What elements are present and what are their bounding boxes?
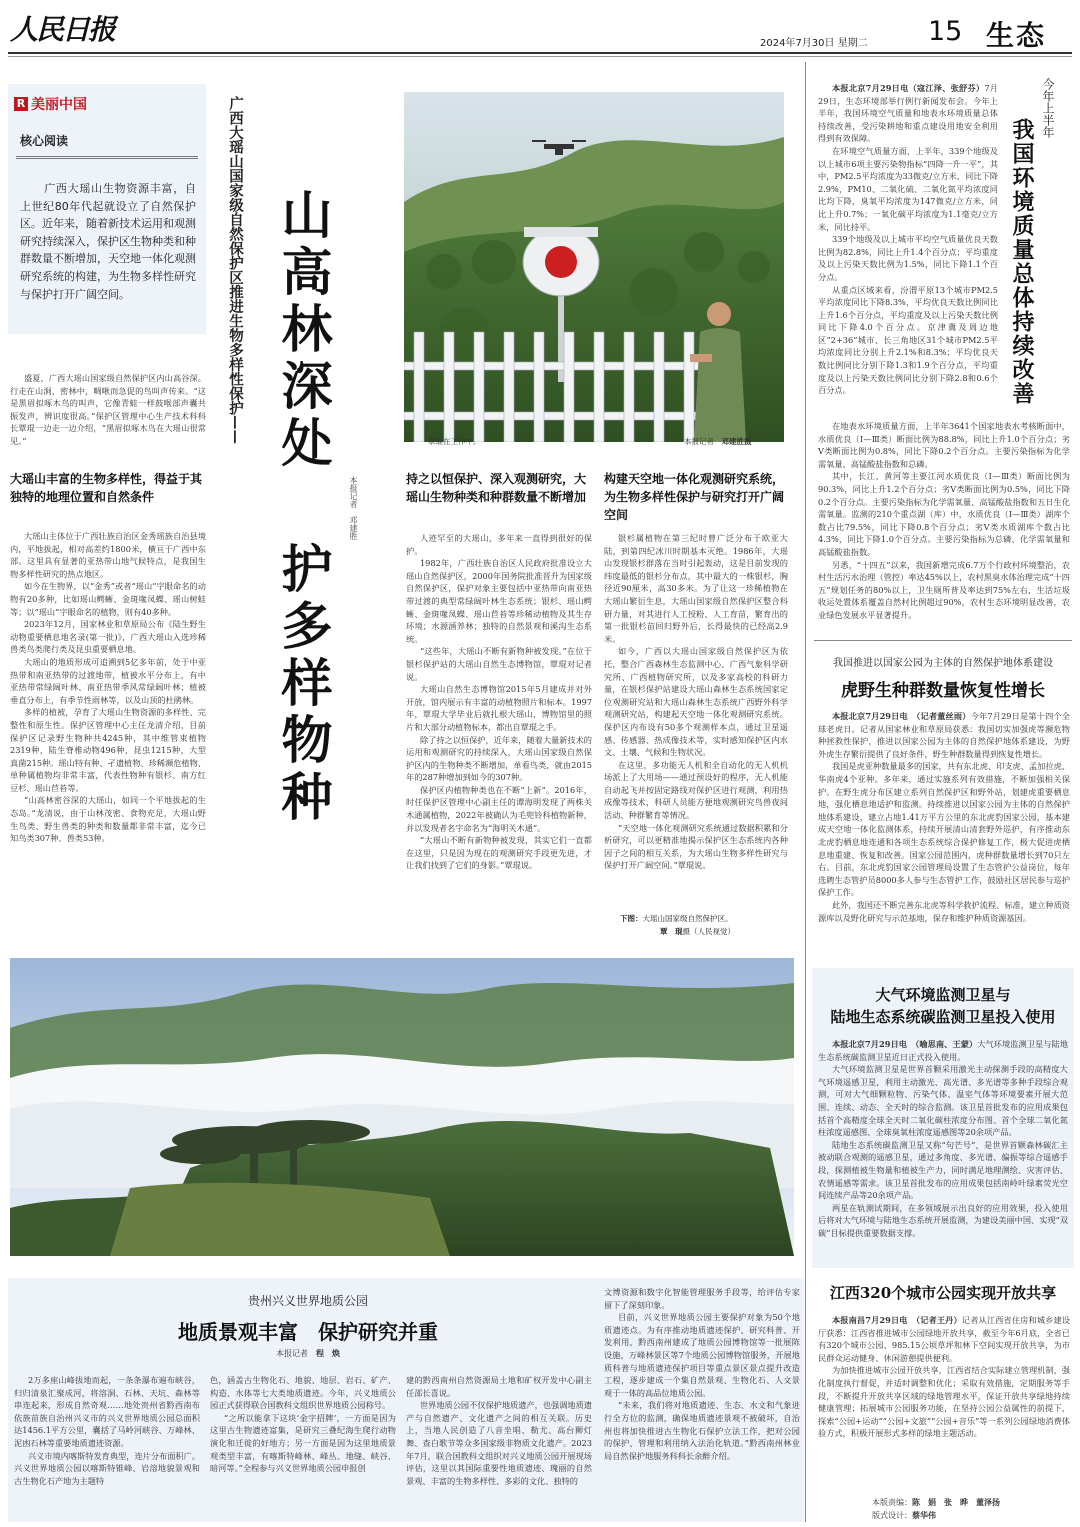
geo-kicker: 贵州兴义世界地质公园 <box>247 1294 368 1308</box>
mid-right-body: 银杉属植物在第三纪时曾广泛分布于欧亚大陆，到第四纪冰川时期基本灭绝。1986年，大瑶山发现银杉群落在当时引起轰动，这是目前发现的纬度最低的银杉分布点，其中最大的一株银杉，胸径近90厘米，高30多米。为了让这一珍稀植物在大瑶山繁衍生息，大瑶山国家级自然保护区整合科研力量，对其进行人工授粉、人工育苗，繁育出的第一批银杉苗回归野外后，长得最快的已经高2.9米。 如今，广西以大瑶山国家级自然保护区为依托，整合广西森林生态监测中心、广西气象科学研究所、广西植物研究所，以及多家高校的科研力量，在银杉保护站建设大瑶山森林生态系统国家定位观测研究站和大瑶山森林生态系统广西野外科学观测研究站，构建起天空地一体化观测研究系统。保护区内布设有50多个观测样本点，通过卫星遥感、传感器、热成像技术等，实时感知保护区内水文、土壤、气候和生物状况。 在这里，多功能无人机和全自动化的无人机机场派上了大用场——通过预设好的程序，无人机能自动起飞并按固定路线对保护区进行观测，利用热成像等技术，科研人员能方便地观测研究鸟兽夜间活动、种群繁育等情况。 “天空地一体化观测研究系统通过数据积累和分析研究，可以更精准地揭示保护区生态系统内各种因子之间的相互关系，为大瑶山生物多样性研究与保护打开广阔空间。”覃琨说。 <box>604 533 788 871</box>
story4-headline: 江西320个城市公园实现开放共享 <box>829 1284 1057 1302</box>
masthead <box>0 0 1080 56</box>
story3-panel <box>812 968 1074 1268</box>
geo-byline: 本报记者 程 焕 <box>276 1348 340 1358</box>
photo-staff-at-monitor <box>404 92 784 442</box>
photo2-caption: 下图：大瑶山国家级自然保护区。 覃 琨摄（人民视觉） <box>620 914 735 936</box>
geo-body-col3: 建的黔西南州自然资源局土地和矿权开发中心副主任邵长喜说。 世界地质公园不仅保护地质遗产，也强调地质遗产与自然遗产、文化遗产之间的相互关联。历史上，当地人民创造了八音坐唱、勒尤、高台狮灯舞、查白歌节等众多国家级非物质文化遗产。2023年7月，联合国教科文组织对兴义地质公园开展现场评估，这里以其国际重要性地质遗迹、瑰丽的自然景观、丰富的生物多样性、多彩的文化、独特的 <box>406 1375 592 1486</box>
core-reading-label: 核心阅读 <box>20 134 69 148</box>
mid-right-subhead: 构建天空地一体化观测研究系统，为生物多样性保护与研究打开广阔空间 <box>604 472 785 522</box>
mid-left-body: 人迹罕至的大瑶山，多年来一直得到很好的保护。 1982年，广西壮族自治区人民政府批准设立大瑶山自然保护区，2000年国务院批准晋升为国家级自然保护区，保护对象主要包括中亚热带向南亚热带过渡的典型常绿阔叶林生态系统；银杉、瑶山鳄蜥、金斑喙凤蝶、瑶山苣苔等珍稀动植物及其生存环境；水源涵养林；独特的自然景观和溪沟生态系统。 “这些年，大瑶山不断有新物种被发现。”在位于银杉保护站的大瑶山自然生态博物馆，覃琨对记者说。 大瑶山自然生态博物馆2015年5月建成并对外开放，馆内展示有丰富的动植物照片和标本。1997年，覃琨大学毕业后就扎根大瑶山，博物馆里的照片和大部分动植物标本，都出自覃琨之手。 除了持之以恒保护，近年来，随着大量新技术的运用和观测研究的持续深入，大瑶山国家级自然保护区内的生物种类不断增加，单看鸟类，就由2015年的287种增加到如今的307种。 保护区内植物种类也在不断“上新”。2016年，时任保护区管理中心副主任的谭海明发现了两株关木通属植物，2022年被确认为毛兜铃科植物新种，并以发现者名字命名为“海明关木通”。 “大瑶山不断有新物种被发现，其实它们一直都在这里，只是因为现在的观测研究手段更先进，才让我们找到了它们的身影。”覃琨说。 <box>406 533 592 871</box>
photo1-credit: 本报记者 邓建胜摄 <box>684 437 752 446</box>
story3-headline-line1: 大气环境监测卫星与 <box>875 986 1011 1004</box>
story2-kicker: 我国推进以国家公园为主体的自然保护地体系建设 <box>833 658 1053 669</box>
photo-illustration <box>404 92 784 442</box>
story2-body: 本报北京7月29日电 （记者董丝雨）今年7月29日是第十四个全球老虎日。记者从国家林业和草原局获悉：我国切实加强虎等濒危物种拯救性保护，推进以国家公园为主体的自然保护地体系建设，为野外虎生存繁衍提供了良好条件，野生种群数量得到恢复性增长。 我国是虎亚种数量最多的国家，共有东北虎、印支虎、孟加拉虎、华南虎4个亚种。多年来，通过实施系列有效措施，不断加强相关保护。在野生虎分布区建立系列自然保护区和野外站，划建虎重要栖息地，强化栖息地适护和监测。持续推进以国家公园为主体的自然保护地体系建设，建立占地1.41万平方公里的东北虎豹国家公园，基本建成天空地一体化监测体系，持续开展清山清套野外巡护，有序推动东北虎豹栖息地连通和各项生态系统综合保护修复工作，极大促进虎栖息地重建、恢复和改善。国家公园范围内，虎种群数量增长到70只左右。目前，东北虎豹国家公园管理局设置了生态管护公益岗位，每年选聘生态管护员8000多人参与生态管护工作，鼓励社区居民参与巡护保护工作。 此外，我国还不断完善东北虎等科学救护流程、标准，建立种质资源库以及野化研究与示范基地，保存和维护种质资源基因。 <box>818 711 1070 923</box>
mid-left-subhead: 持之以恒保护、深入观测研究，大瑶山生物种类和种群数量不断增加 <box>406 472 587 504</box>
feature-title-line1: 山高林深处 <box>272 188 332 473</box>
masthead-rule <box>8 52 1072 54</box>
brand-mark <box>14 94 87 114</box>
core-reading-panel <box>8 84 206 334</box>
geo-body-col2: 色，涵盖古生物化石、地貌、地层、岩石、矿产、构造、水体等七大类地质遗迹。今年，兴义地质公园正式获得联合国教科文组织世界地质公园称号。 “之所以能拿下这块‘金字招牌’，一方面是因为这里古生物遗迹富集，是研究三叠纪海生爬行动物演化和迁徙的好地方；另一方面是因为这里地质景观类型丰富，有喀斯特峰林、峰丛、地缝、峡谷、暗河等。”全程参与兴义世界地质公园申报创 <box>210 1375 396 1474</box>
newspaper-logo: 人民日报 <box>10 13 115 46</box>
story2-headline: 虎野生种群数量恢复性增长 <box>841 681 1045 701</box>
page-number: 15 <box>928 16 963 47</box>
geo-headline: 地质景观丰富 保护研究并重 <box>178 1320 438 1344</box>
story1-headline: 我国环境质量总体持续改善 <box>1009 118 1035 406</box>
brand-badge: R <box>14 97 28 111</box>
story3-body: 本报北京7月29日电 （喻思南、王蒙）大气环境监测卫星与陆地生态系统碳监测卫星近日正式投入使用。 大气环境监测卫星是世界首颗采用激光主动探测手段的高精度大气环境遥感卫星，利用主动激光、高光谱、多光谱等多种手段综合观测，可对大气细颗粒物、污染气体、温室气体等环境要素开展大范围、连续、动态、全天时的综合监测。该卫星首批发布的应用成果包括首个高精度全球全天时二氧化碳柱浓度分布图、首个全球二氧化氮柱浓度遥感图、全球臭氧柱浓度遥感图等20余项产品。 陆地生态系统碳监测卫星又称“句芒号”，是世界首颗森林碳汇主被动联合观测的遥感卫星，通过多角度、多光谱、偏振等综合遥感手段，探测植被生物量和植被生产力，同时满足地理测绘、灾害评估、农情遥感等需求。该卫星首批发布的应用成果包括南岭叶绿素荧光空间连续产品等20余项产品。 两星在轨测试期间，在多领域展示出良好的应用效果，投入使用后将对大气环境与陆地生态系统开展监测，为建设美丽中国、实现“双碳”目标提供重要数据支撑。 <box>818 1039 1068 1238</box>
left-body: 大瑶山主体位于广西壮族自治区金秀瑶族自治县境内，平地拔起，相对高差约1800米，横亘于广西中东部。这里具有显著的亚热带山地气候特点，是我国生物多样性研究的热点地区。 如今在生物界，以“金秀”或者“瑶山”字眼命名的动物有20多种，比如瑶山鳄蜥、金斑喙凤蝶、瑶山树蛙等；以“瑶山”字眼命名的植物，则有40多种。 2023年12月，国家林业和草原局公布《陆生野生动物重要栖息地名录(第一批)》，广西大瑶山入选珍稀兽类鸟类爬行类及昆虫重要栖息地。 大瑶山的地质形成可追溯到5亿多年前，处于中亚热带和南亚热带的过渡地带，植被水平分布上，有中亚热带常绿阔叶林、南亚热带季风常绿阔叶林；植被垂直分布上，有季节性雨林等，以及山顶的杜鹃林。 多样的植被，孕育了大瑶山生物资源的多样性、完整性和原生性。保护区管理中心主任龙清介绍，目前保护区记录野生物种共4245种，其中维管束植物2319种，陆生脊椎动物496种，昆虫1215种，大型真菌215种。瑶山特有种、孑遗植物、珍稀濒危植物、单种属植物均非常丰富，代表性物种有银杉、南方红豆杉、瑶山苣苔等。 “山高林密谷深的大瑶山，如同一个平地拔起的生态岛。”龙清说，由于山林茂密、食物充足，大瑶山野生鸟类、野生兽类的种类和数量都非常丰富，迄今已知鸟类307种、兽类53种。 <box>10 531 206 844</box>
photo1-caption: 覃琨在工作中。 <box>428 437 481 446</box>
core-reading-text: 广西大瑶山生物资源丰富，自上世纪80年代起就设立了自然保护区。近年来，随着新技术运用和观测研究持续深入，保护区生物种类和种群数量不断增加，天空地一体化观测研究系统的构建，为生物多样性研究与保护打开广阔空间。 <box>20 182 196 301</box>
story1-body: 本报北京7月29日电（寇江泽、张舒芬）7月29日，生态环境部举行例行新闻发布会。今年上半年，我国环境空气质量和地表水环境质量总体持续改善，受污染耕地和重点建设用地安全利用得到有效保障。 在环境空气质量方面，上半年，339个地级及以上城市6项主要污染物指标“四降一升一平”，其中，PM2.5平均浓度为33微克/立方米，同比下降2.9%，PM10、二氧化硫、二氧化氮平均浓度同比均下降，臭氧平均浓度为147微克/立方米，同比上升0.7%；一氧化碳平均浓度为1.1毫克/立方米，同比持平。 339个地级及以上城市平均空气质量优良天数比例为82.8%，同比上升1.4个百分点；平均重度及以上污染天数比例为1.5%，同比下降1.1个百分点。 从重点区域来看，汾渭平原13个城市PM2.5平均浓度同比下降8.3%，平均优良天数比例同比上升1.6个百分点，平均重度及以上污染天数比例同比下降4.0个百分点。京津冀及周边地区“2+36”城市、长三角地区31个城市PM2.5平均浓度同比分别上升2.1%和8.3%；平均优良天数比例同比分别下降1.3和1.9个百分点，平均重度及以上污染天数比例同比分别下降2.8和0.6个百分点。 <box>818 83 998 396</box>
feature-byline: 本报记者 邓建胜 <box>349 476 358 540</box>
story3-headline-line2: 陆地生态系统碳监测卫星投入使用 <box>830 1008 1056 1026</box>
section-name: 生态 <box>986 19 1047 52</box>
geo-body-col4: 文博资源和数字化智能管理服务手段等，给评估专家留下了深刻印象。 目前，兴义世界地质公园主要保护对象为50个地质遗迹点。为有序推动地质遗迹保护、研究科普、开发利用，黔西南州建成了地质公园博物馆等一批展陈设施，万峰林景区等7个地质公园博物馆服务，开展地质科普与地质遗迹保护项目等重点景区景点提升改造工程，逐步建成一个集自然景观、生物化石、人文景观于一体的高品位地质公园。 “未来，我们将对地质遗迹、生态、水文和气象进行全方位的监测，确保地质遗迹景观不被破坏，自治州也将加快推进古生物化石保护立法工作，把对公园的保护、管理和利用纳入法治化轨道。”黔西南州林业局自然保护地服务科科长余醉介绍。 <box>604 1287 800 1461</box>
left-intro: 盛夏，广西大瑶山国家级自然保护区内山高谷深。行走在山涧、密林中，啁啾而急促的鸟叫声传来。“这是黑眉拟啄木鸟的叫声，它像青蛙一样鼓喉部声囊共振发声，辨识度很高。”保护区管理中心生产技术科科长覃琨一边走一边介绍，“黑眉拟啄木鸟在大瑶山很常见。” <box>10 373 206 446</box>
left-subhead: 大瑶山丰富的生物多样性，得益于其独特的地理位置和自然条件 <box>10 472 203 504</box>
issue-date: 2024年7月30日 星期二 <box>760 38 868 49</box>
photo-dayaoshan-landscape <box>10 958 794 1256</box>
geo-story-panel <box>8 1278 804 1522</box>
story4-body: 本报南昌7月29日电 （记者王丹）记者从江西省住房和城乡建设厅获悉：江西省推进城市公园绿地开放共享，截至今年6月底，全省已有320个城市公园、985.15公顷草坪和林下空间实现开放共享，为市民群众运动健身、休闲游憩提供便利。 为加快推进城市公园开放共享，江西省结合实际建立管理机制，强化制度执行督促，并适时调整和优化；采取有效措施，定期服务等手段，不断提升开放共享区域的绿地管理水平，保证开放共享绿地持续健康管理；拓展城市公园服务功能，在坚持公园公益属性的前提下，探索“公园+运动”“公园+文旅”“公园+音乐”等一系列公园绿地消费体验方式，积极开展形式多样的绿地主题活动。 <box>818 1315 1070 1439</box>
page-credits: 本版责编：陈 娟 张 晔 董泽扬 版式设计：蔡华伟 <box>872 1497 1000 1520</box>
brand-label: 美丽中国 <box>31 97 87 113</box>
landscape-illustration <box>10 958 794 1256</box>
geo-body-col1: 2万多座山峰拔地而起，一条条瀑布遍布峡谷，归归清泉汇聚成河，将溶洞、石林、天坑、森林等串连起来，形成自然奇观……地处贵州省黔西南布依族苗族自治州兴义市的兴义世界地质公园总面积达1456.1平方公里，囊括了马岭河峡谷、万峰林、泥凼石林等重要地质遗迹资源。 兴义市境内喀斯特发育典型，连片分布面积广。兴义世界地质公园以喀斯特锥峰、岩溶地貌景观和古生物化石产地为主题特 <box>14 1375 200 1486</box>
feature-kicker: 广西大瑶山国家级自然保护区推进生物多样性保护—— <box>227 96 244 444</box>
feature-title-line2: 护多样物种 <box>272 542 332 827</box>
story1-kicker: 今年上半年 <box>1041 78 1055 138</box>
story1-body-wide: 在地表水环境质量方面，上半年3641个国家地表水考核断面中，水质优良（Ⅰ—Ⅲ类）断面比例为88.8%，同比上升1.0个百分点；劣Ⅴ类断面比例为0.8%，同比下降0.2个百分点。主要污染指标为化学需氧量、高锰酸盐指数和总磷。 其中，长江、黄河等主要江河水质优良（Ⅰ—Ⅲ类）断面比例为90.3%，同比上升1.2个百分点；劣Ⅴ类断面比例为0.5%，同比下降0.2个百分点。主要污染指标为化学需氧量、高锰酸盐指数和五日生化需氧量。监测的210个重点湖（库）中，水质优良（Ⅰ—Ⅲ类）湖库个数占比79.5%，同比下降0.8个百分点；劣Ⅴ类水质湖库个数占比4.3%，同比下降1.0个百分点。主要污染指标为总磷、化学需氧量和高锰酸盐指数。 另悉，“十四五”以来，我国新增完成6.7万个行政村环境整治，农村生活污水治理（管控）率达45%以上，农村黑臭水体治理完成“十四五”规划任务的80%以上，卫生厕所普及率达到75%左右，生活垃圾收运处置体系覆盖自然村比例超过90%，农村生态环境明显改善，农业绿色发展水平显著提升。 <box>818 421 1070 620</box>
